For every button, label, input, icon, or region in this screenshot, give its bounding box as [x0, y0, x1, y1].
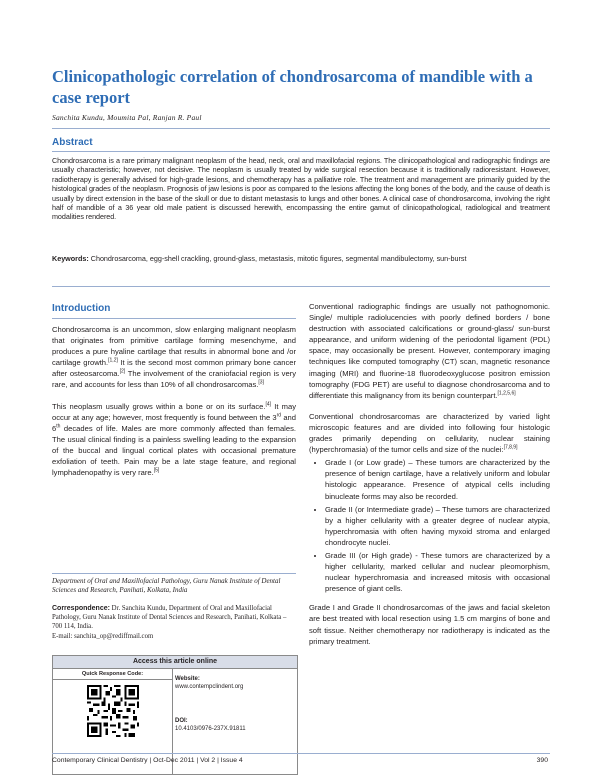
correspondence: Correspondence: Dr. Sanchita Kundu, Department of Oral and Maxillofacial Pathology, Guru Nanak Institute of Dental Sciences and Research, Panihati, Kolkata – 700 114, India. E-mail: sanchita_op@rediffmail.com: [52, 605, 287, 640]
grade-item: • Grade III (or High grade) - These tumors are characterized by a higher cellularity, marked cellular and nuclear pleomorphism, nuclear hyperchromasia and increased mitosis with occasional presence of giant cells.: [325, 550, 550, 594]
correspondence-email[interactable]: E-mail: sanchita_op@rediffmail.com: [52, 632, 154, 640]
abstract-divider: [52, 151, 550, 152]
author-list: Sanchita Kundu, Moumita Pal, Ranjan R. Paul: [52, 113, 202, 122]
affiliation: Department of Oral and Maxillofacial Pathology, Guru Nanak Institute of Dental Sciences and Research, Panihati, Kolkata, India: [52, 577, 281, 595]
left-column: [52, 324, 296, 488]
citation: [1,2]: [108, 357, 118, 364]
website-link[interactable]: www.contempclindent.org: [175, 684, 244, 690]
footer-divider: [52, 753, 550, 754]
keywords-label: Keywords:: [52, 254, 89, 263]
affiliation-divider: [52, 573, 296, 574]
citation: [4]: [265, 401, 272, 408]
website-info: [175, 675, 243, 691]
doi-label: DOI:: [175, 718, 188, 724]
keywords-text: Chondrosarcoma, egg-shell crackling, ground-glass, metastasis, mitotic figures, segmental mandibulectomy, sun-burst: [90, 254, 467, 263]
keywords-divider: [52, 286, 550, 287]
citation: [1,2,5,6]: [497, 390, 516, 397]
grade-item: • Grade I (or Low grade) – These tumors are characterized by the presence of benign cartilage, have a relatively uniform and lobular histologic appearance. Presence of atypical cells including binucleate forms may also be recorded.: [325, 457, 550, 501]
doi-link[interactable]: 10.4103/0976-237X.91811: [175, 726, 246, 732]
website-label: Website:: [175, 676, 200, 682]
article-title: Clinicopathologic correlation of chondrosarcoma of mandible with a case report: [52, 67, 533, 107]
citation: [5]: [153, 467, 160, 474]
doi-info: [175, 717, 246, 733]
abstract-heading: Abstract: [52, 137, 93, 148]
citation: [2]: [119, 368, 126, 375]
page-number: 390: [536, 757, 548, 764]
radiographic-paragraph: Conventional radiographic findings are usually not pathognomonic. Single/ multiple radiolucencies with poorly defined borders / bone destruction with associated calcifications or ground-glass/ sun-burst appearance, and uniform widening of the periodontal ligament (PDL) space, may occasionally be present. However, contemporary imaging techniques like computed tomography (CT) scan, magnetic resonance imaging (MRI) and fluorine-18 fluorodeoxyglucose positron emission tomography (FDG PET) are useful to diagnose chondrosarcoma and to differentiate this malignancy from its benign counterpart.[1,2,5,6]: [309, 302, 550, 400]
title-divider: [52, 128, 550, 129]
treatment-paragraph: Grade I and Grade II chondrosarcomas of the jaws and facial skeleton are best treated with local resection using 1.5 cm margins of bone and soft tissue. Neither chemotherapy nor radiotherapy is indicated as the primary treatment.: [309, 603, 550, 646]
citation: [7,8,9]: [503, 444, 518, 451]
introduction-heading: Introduction: [52, 303, 111, 314]
grade-list: [309, 457, 550, 594]
qr-label: Quick Response Code:: [53, 669, 172, 680]
histology-paragraph: Conventional chondrosarcomas are characterized by varied light microscopic features and are divided into following four histologic grades primarily depending on cellularity, nuclear staining (hyperchromasia) of the tumor cells and size of the nuclei:[7,8,9]: [309, 411, 550, 455]
citation: [3]: [258, 379, 264, 386]
access-heading: Access this article online: [53, 656, 297, 669]
intro-paragraph-2: This neoplasm usually grows within a bone or on its surface.[4] It may occur at any age; however, most frequently is found between the 3rd and 6th decades of life. Males are more commonly affected than females. The usual clinical finding is a painless swelling leading to the expansion of the buccal and lingual cortical plates with occasional premature exfoliation of teeth. Pain may be a late stage feature, and regional lymphadenopathy is very rare.[5]: [52, 401, 296, 478]
introduction-divider: [52, 318, 296, 319]
footer-journal: Contemporary Clinical Dentistry | Oct-Dec 2011 | Vol 2 | Issue 4: [52, 757, 243, 764]
qr-code-icon[interactable]: [87, 685, 139, 737]
correspondence-label: Correspondence:: [52, 605, 110, 612]
abstract-body: Chondrosarcoma is a rare primary malignant neoplasm of the head, neck, oral and maxillofacial regions. The clinicopathological and radiographic findings are usually characteristic; however, not decisive. The neoplasm is usually treated by wide surgical resection because it is traditionally radioresistant. However, radiotherapy is generally advised for high-grade lesions, and chemotherapy has a palliative role. The treatment and management are primarily guided by the histological grades of the neoplasm. Prognosis of jaw lesions is poor as compared to the lesions affecting the long bones of the body, and the cause of death is usually by direct extension in the base of the skull or due to distant metastasis to lungs and other bones. A clinical case of chondrosarcoma, involving the right half of mandible of a 36 year old male patient is discussed herewith, encompassing the entire gamut of clinicopathological, radiological and treatment modalities rendered.: [52, 156, 550, 222]
keywords: [52, 254, 550, 263]
grade-item: • Grade II (or Intermediate grade) – These tumors are characterized by a higher cellularity with a greater degree of nuclear atypia, hyperchromasia with often having myxoid stroma and enlarged chondrocyte nuclei.: [325, 504, 550, 548]
right-column: [309, 301, 550, 657]
intro-paragraph-1: Chondrosarcoma is an uncommon, slow enlarging malignant neoplasm that originates from primitive cartilage forming mesenchyme, and produces a pure hyaline cartilage that results in abnormal bone and /or cartilage growth.[1,2] It is the second most common primary bone cancer after osteosarcoma.[2] The involvement of the craniofacial region is very rare, and accounts for less than 10% of all chondrosarcomas.[3]: [52, 325, 296, 390]
